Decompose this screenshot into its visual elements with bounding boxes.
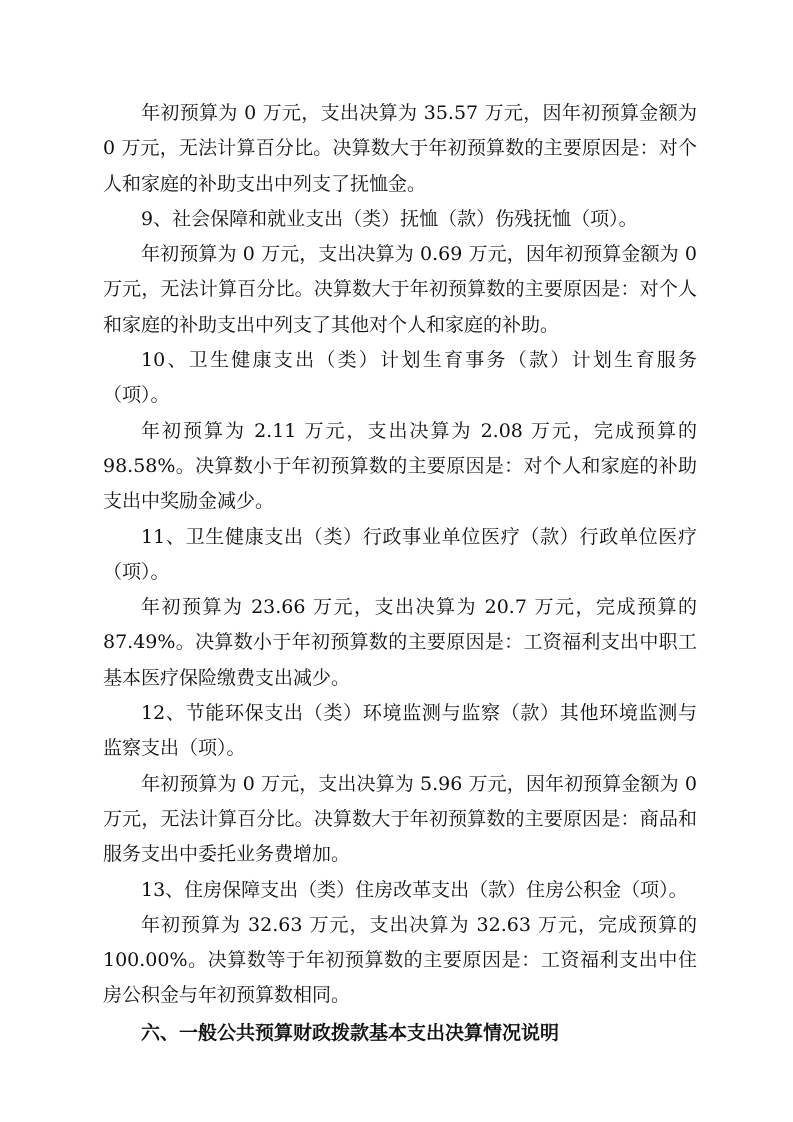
item-11-title: 11、卫生健康支出（类）行政事业单位医疗（款）行政单位医疗（项）。 <box>103 525 697 583</box>
paragraph-environment-budget: 年初预算为 0 万元，支出决算为 5.96 万元，因年初预算金额为 0 万元，无法计算百分比。决算数大于年初预算数的主要原因是：商品和服务支出中委托业务费增加。 <box>103 772 697 866</box>
item-10-title: 10、卫生健康支出（类）计划生育事务（款）计划生育服务（项）。 <box>103 349 697 407</box>
paragraph-pension-budget: 年初预算为 0 万元，支出决算为 35.57 万元，因年初预算金额为 0 万元，无法计算百分比。决算数大于年初预算数的主要原因是：对个人和家庭的补助支出中列支了抚恤金。 <box>103 102 697 195</box>
paragraph-medical-budget: 年初预算为 23.66 万元，支出决算为 20.7 万元，完成预算的 87.49%。决算数小于年初预算数的主要原因是：工资福利支出中职工基本医疗保险缴费支出减少。 <box>103 596 697 689</box>
paragraph-disability-budget: 年初预算为 0 万元，支出决算为 0.69 万元，因年初预算金额为 0 万元，无法计算百分比。决算数大于年初预算数的主要原因是：对个人和家庭的补助支出中列支了其他对个人和家庭的补助。 <box>103 243 697 336</box>
item-9-title: 9、社会保障和就业支出（类）抚恤（款）伤残抚恤（项）。 <box>141 207 638 230</box>
item-12-title: 12、节能环保支出（类）环境监测与监察（款）其他环境监测与监察支出（项）。 <box>103 702 697 760</box>
paragraph-housing-fund-budget: 年初预算为 32.63 万元，支出决算为 32.63 万元，完成预算的 100.00%。决算数等于年初预算数的主要原因是：工资福利支出中住房公积金与年初预算数相同。 <box>103 913 697 1007</box>
paragraph-family-planning-budget: 年初预算为 2.11 万元，支出决算为 2.08 万元，完成预算的 98.58%。决算数小于年初预算数的主要原因是：对个人和家庭的补助支出中奖励金减少。 <box>103 419 697 513</box>
section-heading: 六、一般公共预算财政拨款基本支出决算情况说明 <box>141 1021 560 1044</box>
document-body <box>103 96 697 1051</box>
item-13-title: 13、住房保障支出（类）住房改革支出（款）住房公积金（项）。 <box>141 878 688 901</box>
